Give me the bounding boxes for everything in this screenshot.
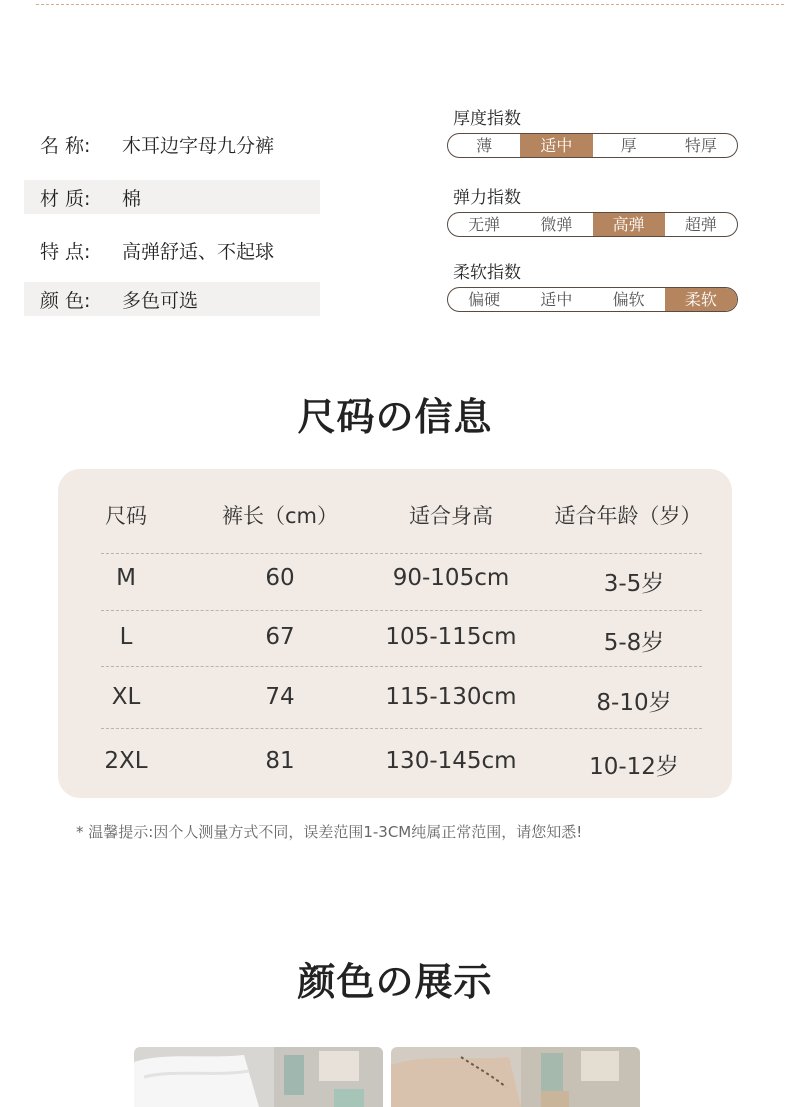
info-label: 材 质: (40, 187, 91, 210)
info-row-color (24, 282, 320, 316)
row-divider (101, 610, 702, 611)
softness-index-title: 柔软指数 (453, 263, 521, 283)
cell-size: XL (111, 684, 141, 710)
info-value: 多色可选 (122, 289, 199, 312)
row-divider (101, 728, 702, 729)
cell-size: L (119, 624, 133, 650)
cell-age: 8-10岁 (596, 690, 672, 716)
info-label: 名 称: (40, 134, 91, 157)
cell-height: 115-130cm (385, 684, 517, 710)
header-height: 适合身高 (409, 504, 493, 528)
row-divider (101, 553, 702, 554)
info-row-material (24, 180, 320, 214)
index-option: 无弹 (468, 215, 501, 234)
index-option: 高弹 (593, 213, 665, 236)
cell-age: 3-5岁 (603, 571, 665, 597)
header-size: 尺码 (105, 504, 147, 528)
index-option: 柔软 (665, 288, 737, 311)
table-row (0, 684, 790, 724)
color-photo-white (134, 1047, 383, 1107)
info-value: 棉 (122, 187, 142, 210)
table-row (0, 748, 790, 788)
table-row (0, 624, 790, 664)
header-length: 裤长（cm） (221, 504, 339, 528)
info-label: 颜 色: (40, 289, 91, 312)
info-value: 高弹舒适、不起球 (122, 240, 275, 263)
cell-height: 130-145cm (385, 748, 517, 774)
header-age: 适合年龄（岁） (554, 504, 702, 528)
cell-height: 105-115cm (385, 624, 517, 650)
table-row (0, 565, 790, 605)
thickness-index-title: 厚度指数 (453, 109, 521, 129)
index-option: 适中 (520, 134, 592, 157)
cell-height: 90-105cm (392, 565, 510, 591)
color-photo-beige (391, 1047, 640, 1107)
info-value: 木耳边字母九分裤 (122, 134, 275, 157)
cell-size: M (116, 565, 136, 591)
elasticity-index-bar (447, 212, 738, 237)
index-option: 厚 (620, 136, 637, 155)
index-option: 微弹 (540, 215, 573, 234)
index-option: 偏硬 (468, 290, 501, 309)
index-option: 超弹 (684, 215, 717, 234)
softness-index-bar (447, 287, 738, 312)
color-section-title: 颜色の展示 (297, 960, 493, 1004)
elasticity-index-title: 弹力指数 (453, 188, 521, 208)
cell-size: 2XL (104, 748, 148, 774)
cell-age: 5-8岁 (603, 630, 665, 656)
index-option: 适中 (540, 290, 573, 309)
index-option: 薄 (476, 136, 493, 155)
cell-age: 10-12岁 (589, 754, 679, 780)
size-note: * 温馨提示:因个人测量方式不同，误差范围1-3CM纯属正常范围，请您知悉! (76, 823, 583, 841)
row-divider (101, 666, 702, 667)
cell-length: 74 (265, 684, 295, 710)
cell-length: 60 (265, 565, 295, 591)
index-option: 特厚 (684, 136, 717, 155)
info-row-name (24, 127, 320, 161)
size-table-header (0, 500, 790, 540)
cell-length: 81 (265, 748, 295, 774)
info-label: 特 点: (40, 240, 91, 263)
thickness-index-bar (447, 133, 738, 158)
info-row-feature (24, 233, 320, 267)
size-section-title: 尺码の信息 (297, 395, 493, 439)
cell-length: 67 (265, 624, 295, 650)
index-option: 偏软 (612, 290, 645, 309)
top-divider (36, 4, 784, 5)
